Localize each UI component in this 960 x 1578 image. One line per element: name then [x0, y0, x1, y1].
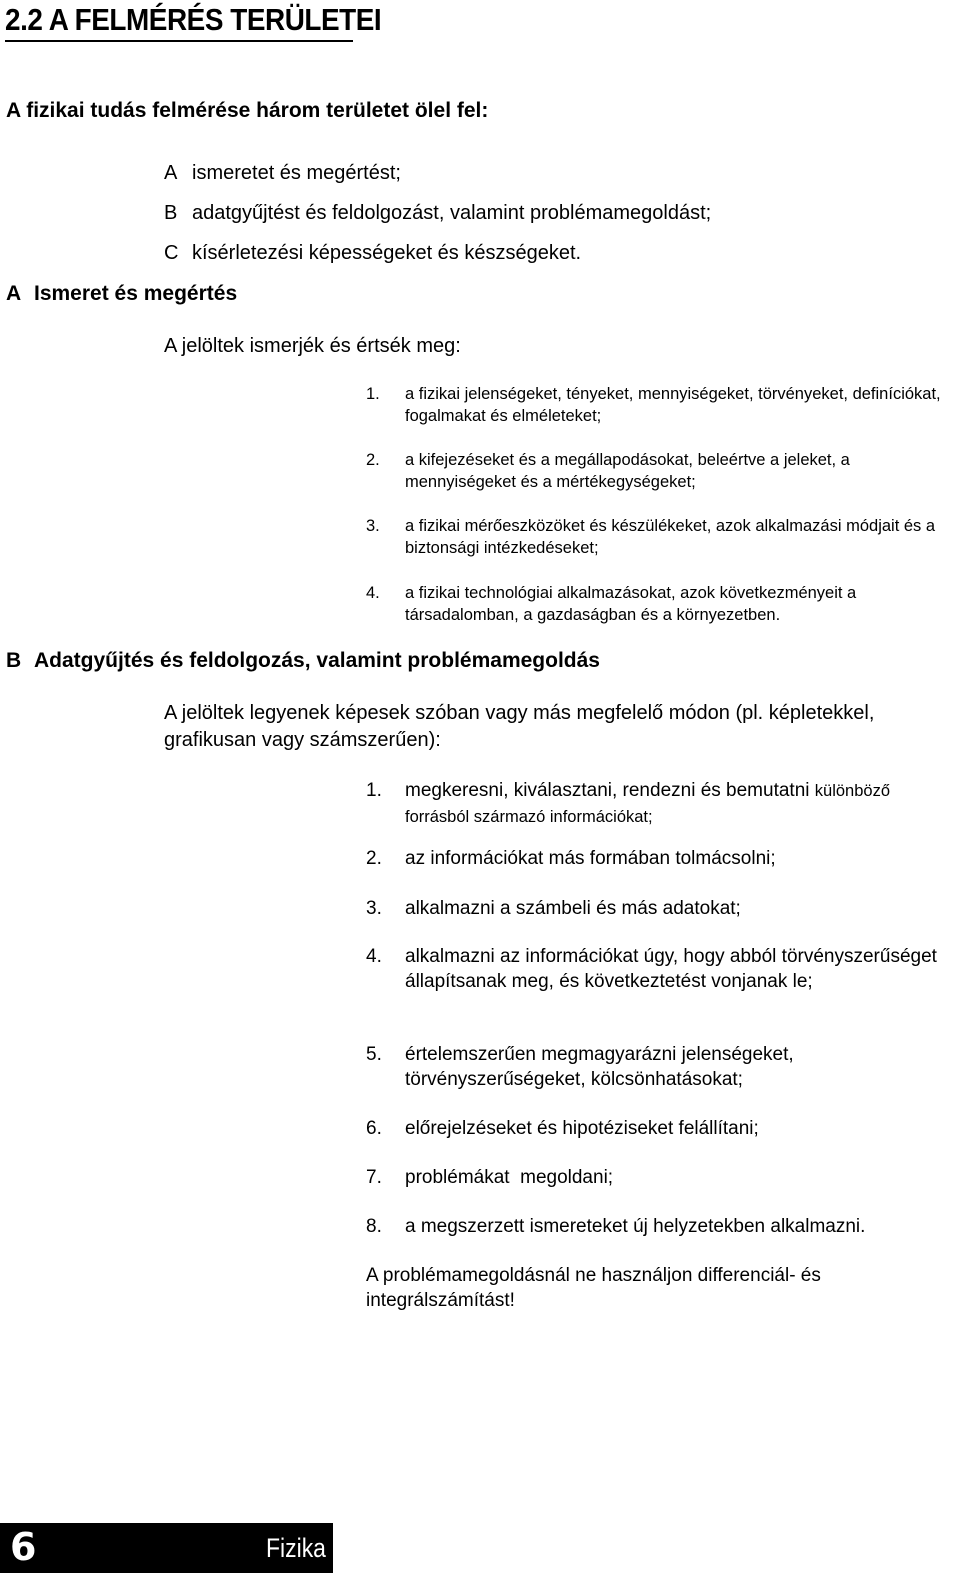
section-a-heading [6, 282, 237, 306]
list-item [366, 449, 946, 493]
list-item [366, 896, 946, 921]
intro-text: A fizikai tudás felmérése három területet ölel fel: [6, 99, 489, 122]
list-item [366, 1165, 946, 1190]
page-number: 6 [10, 1525, 37, 1569]
item-number: 6. [366, 1118, 382, 1139]
item-text: előrejelzéseket és hipotéziseket felállítani; [405, 1118, 759, 1139]
item-number: 5. [366, 1044, 382, 1065]
list-item [366, 383, 946, 427]
section-a-lead: A jelöltek ismerjék és értsék meg: [164, 335, 461, 357]
item-text: problémákat megoldani; [405, 1167, 614, 1188]
item-text: a kifejezéseket és a megállapodásokat, beleértve a jeleket, a mennyiségeket és a mértékegységeket; [405, 451, 850, 491]
item-number: 1. [366, 385, 380, 403]
area-text: ismeretet és megértést; [192, 162, 401, 184]
item-number: 8. [366, 1216, 382, 1237]
list-item [366, 944, 946, 994]
item-text: a fizikai technológiai alkalmazásokat, azok következményeit a társadalomban, a gazdaságban és a környezetben. [405, 584, 857, 624]
item-number: 2. [366, 848, 382, 869]
list-item [366, 1042, 946, 1092]
area-letter: C [164, 242, 179, 264]
item-number: 2. [366, 451, 380, 469]
item-text-rest: különböző forrásból származó információkat; [405, 782, 890, 826]
note-text: A problémamegoldásnál ne használjon differenciál- és integrálszámítást! [366, 1265, 821, 1311]
list-item [366, 846, 946, 871]
area-text: kísérletezési képességeket és készségeket. [192, 242, 582, 264]
item-number: 1. [366, 780, 382, 801]
section-b-lead: A jelöltek legyenek képesek szóban vagy más megfelelő módon (pl. képletekkel, grafikusan vagy számszerűen): [164, 702, 875, 751]
footer-subject: Fizika [266, 1533, 326, 1563]
list-item [366, 1214, 946, 1239]
item-number: 7. [366, 1167, 382, 1188]
list-item [366, 515, 946, 559]
section-letter: A [6, 282, 22, 305]
item-text: a fizikai mérőeszközöket és készülékeket, azok alkalmazási módjait és a biztonsági intézkedéseket; [405, 517, 936, 557]
section-title: Ismeret és megértés [34, 282, 238, 305]
list-item [366, 1116, 946, 1141]
item-number: 4. [366, 946, 382, 967]
item-text: a fizikai jelenségeket, tényeket, mennyiségeket, törvényeket, definíciókat, fogalmakat és elméleteket; [405, 385, 941, 425]
area-letter: A [164, 162, 178, 184]
item-number: 3. [366, 898, 382, 919]
area-item-c [164, 242, 581, 265]
list-item [366, 778, 946, 830]
area-item-a [164, 162, 401, 185]
item-text: értelemszerűen megmagyarázni jelenségeket, törvényszerűségeket, kölcsönhatásokat; [405, 1044, 794, 1090]
section-letter: B [6, 649, 22, 672]
item-text: alkalmazni az információkat úgy, hogy abból törvényszerűséget állapítsanak meg, és következtetést vonjanak le; [405, 946, 937, 992]
item-number: 4. [366, 584, 380, 602]
page-title: 2.2 A FELMÉRÉS TERÜLETEI [5, 2, 382, 37]
item-text-main: megkeresni, kiválasztani, rendezni és bemutatni [405, 780, 810, 801]
area-item-b [164, 202, 711, 225]
item-text: a megszerzett ismereteket új helyzetekben alkalmazni. [405, 1216, 866, 1237]
footer-bar [0, 1523, 333, 1573]
item-text: alkalmazni a számbeli és más adatokat; [405, 898, 741, 919]
section-title: Adatgyűjtés és feldolgozás, valamint problémamegoldás [34, 649, 600, 672]
item-text [405, 778, 946, 830]
item-text: az információkat más formában tolmácsolni; [405, 848, 776, 869]
list-item [366, 582, 946, 626]
area-text: adatgyűjtést és feldolgozást, valamint problémamegoldást; [192, 202, 712, 224]
item-number: 3. [366, 517, 380, 535]
area-letter: B [164, 202, 178, 224]
title-underline [5, 40, 353, 42]
section-b-heading [6, 649, 600, 673]
